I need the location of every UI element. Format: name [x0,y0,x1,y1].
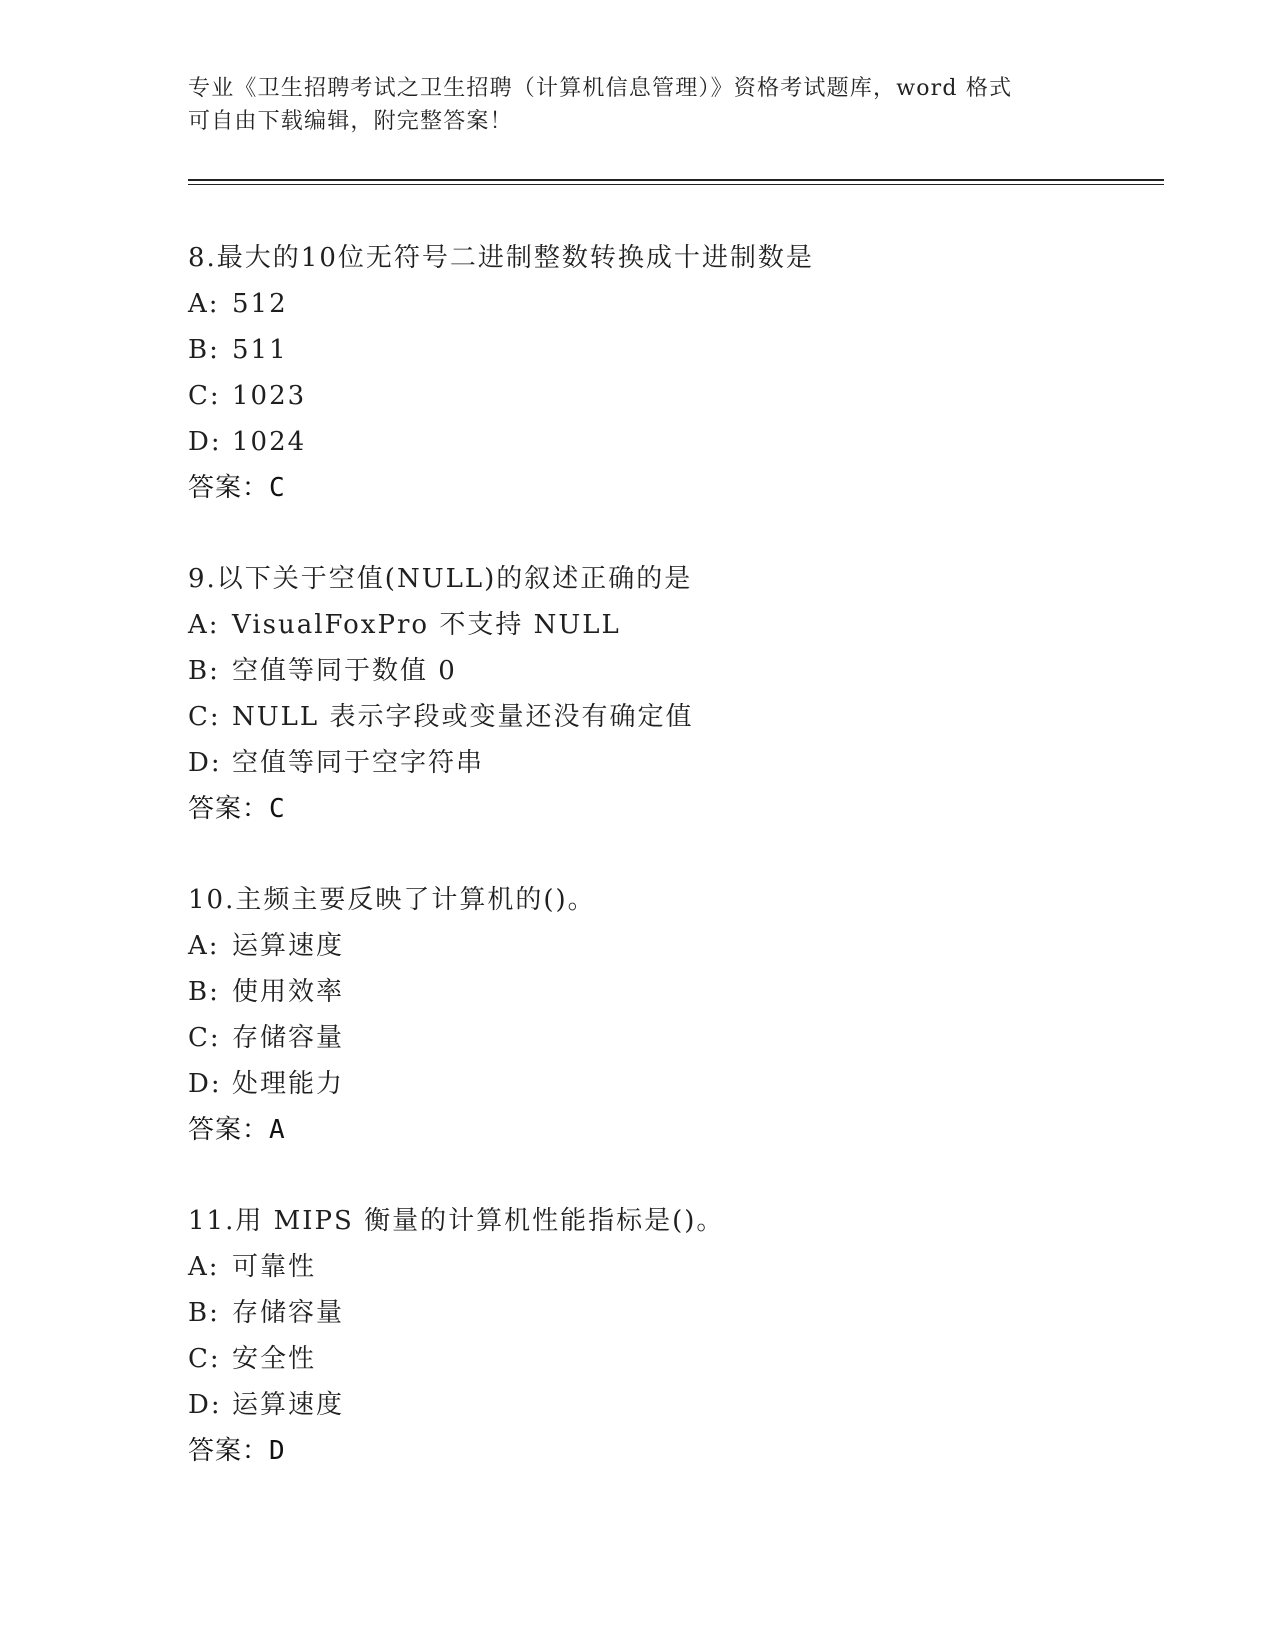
answer-value: C [269,473,286,503]
answer-line [188,789,1168,835]
answer-label: 答案： [188,473,270,503]
option-letter: D: [188,1069,222,1099]
option-text: 运算速度 [232,1390,345,1420]
header-line-2: 可自由下载编辑，附完整答案！ [188,109,513,134]
answer-label: 答案： [188,1436,270,1466]
option-a [188,605,1168,651]
option-c [188,376,1168,422]
option-text: 空值等同于空字符串 [232,748,485,778]
question-block [188,238,1168,514]
option-letter: C: [188,702,221,732]
option-d [188,422,1168,468]
question-stem: 8.最大的10位无符号二进制整数转换成十进制数是 [188,243,814,273]
option-c [188,1018,1168,1064]
option-text: VisualFoxPro 不支持 NULL [232,610,621,640]
option-letter: D: [188,748,222,778]
option-text: 1024 [232,427,307,457]
option-d [188,1064,1168,1110]
option-text: 512 [232,289,288,319]
option-text: 运算速度 [232,931,345,961]
option-a [188,284,1168,330]
option-letter: A: [188,610,220,640]
option-letter: B: [188,656,220,686]
option-letter: D: [188,1390,222,1420]
option-letter: B: [188,977,220,1007]
answer-value: A [269,1115,286,1145]
option-letter: C: [188,1023,221,1053]
option-letter: C: [188,1344,221,1374]
question-stem: 9.以下关于空值(NULL)的叙述正确的是 [188,564,693,594]
question-stem: 11.用 MIPS 衡量的计算机性能指标是()。 [188,1206,725,1236]
option-c [188,1339,1168,1385]
answer-line [188,1431,1168,1477]
option-b [188,330,1168,376]
answer-line [188,1110,1168,1156]
option-text: 1023 [232,381,307,411]
option-letter: A: [188,931,220,961]
question-block [188,559,1168,835]
option-text: 511 [232,335,288,365]
question-stem: 10.主频主要反映了计算机的()。 [188,885,596,915]
header-divider [188,179,1164,181]
question-block [188,1201,1168,1477]
option-text: 存储容量 [232,1298,345,1328]
option-a [188,926,1168,972]
option-text: 存储容量 [232,1023,345,1053]
option-d [188,1385,1168,1431]
answer-line [188,468,1168,514]
option-text: 可靠性 [232,1252,317,1282]
header-divider-thin [188,184,1164,185]
option-text: 处理能力 [232,1069,345,1099]
option-text: 空值等同于数值 0 [232,656,457,686]
answer-label: 答案： [188,794,270,824]
answer-label: 答案： [188,1115,270,1145]
option-letter: A: [188,1252,220,1282]
document-header [188,72,1088,138]
option-letter: D: [188,427,222,457]
option-b [188,972,1168,1018]
question-block [188,880,1168,1156]
answer-value: C [269,794,286,824]
option-text: NULL 表示字段或变量还没有确定值 [232,702,694,732]
answer-value: D [269,1436,286,1466]
option-d [188,743,1168,789]
option-letter: C: [188,381,221,411]
option-b [188,1293,1168,1339]
option-c [188,697,1168,743]
option-text: 安全性 [232,1344,317,1374]
option-a [188,1247,1168,1293]
option-b [188,651,1168,697]
option-text: 使用效率 [232,977,345,1007]
option-letter: B: [188,1298,220,1328]
header-line-1: 专业《卫生招聘考试之卫生招聘（计算机信息管理）》资格考试题库，word 格式 [188,76,1013,101]
option-letter: A: [188,289,220,319]
option-letter: B: [188,335,220,365]
